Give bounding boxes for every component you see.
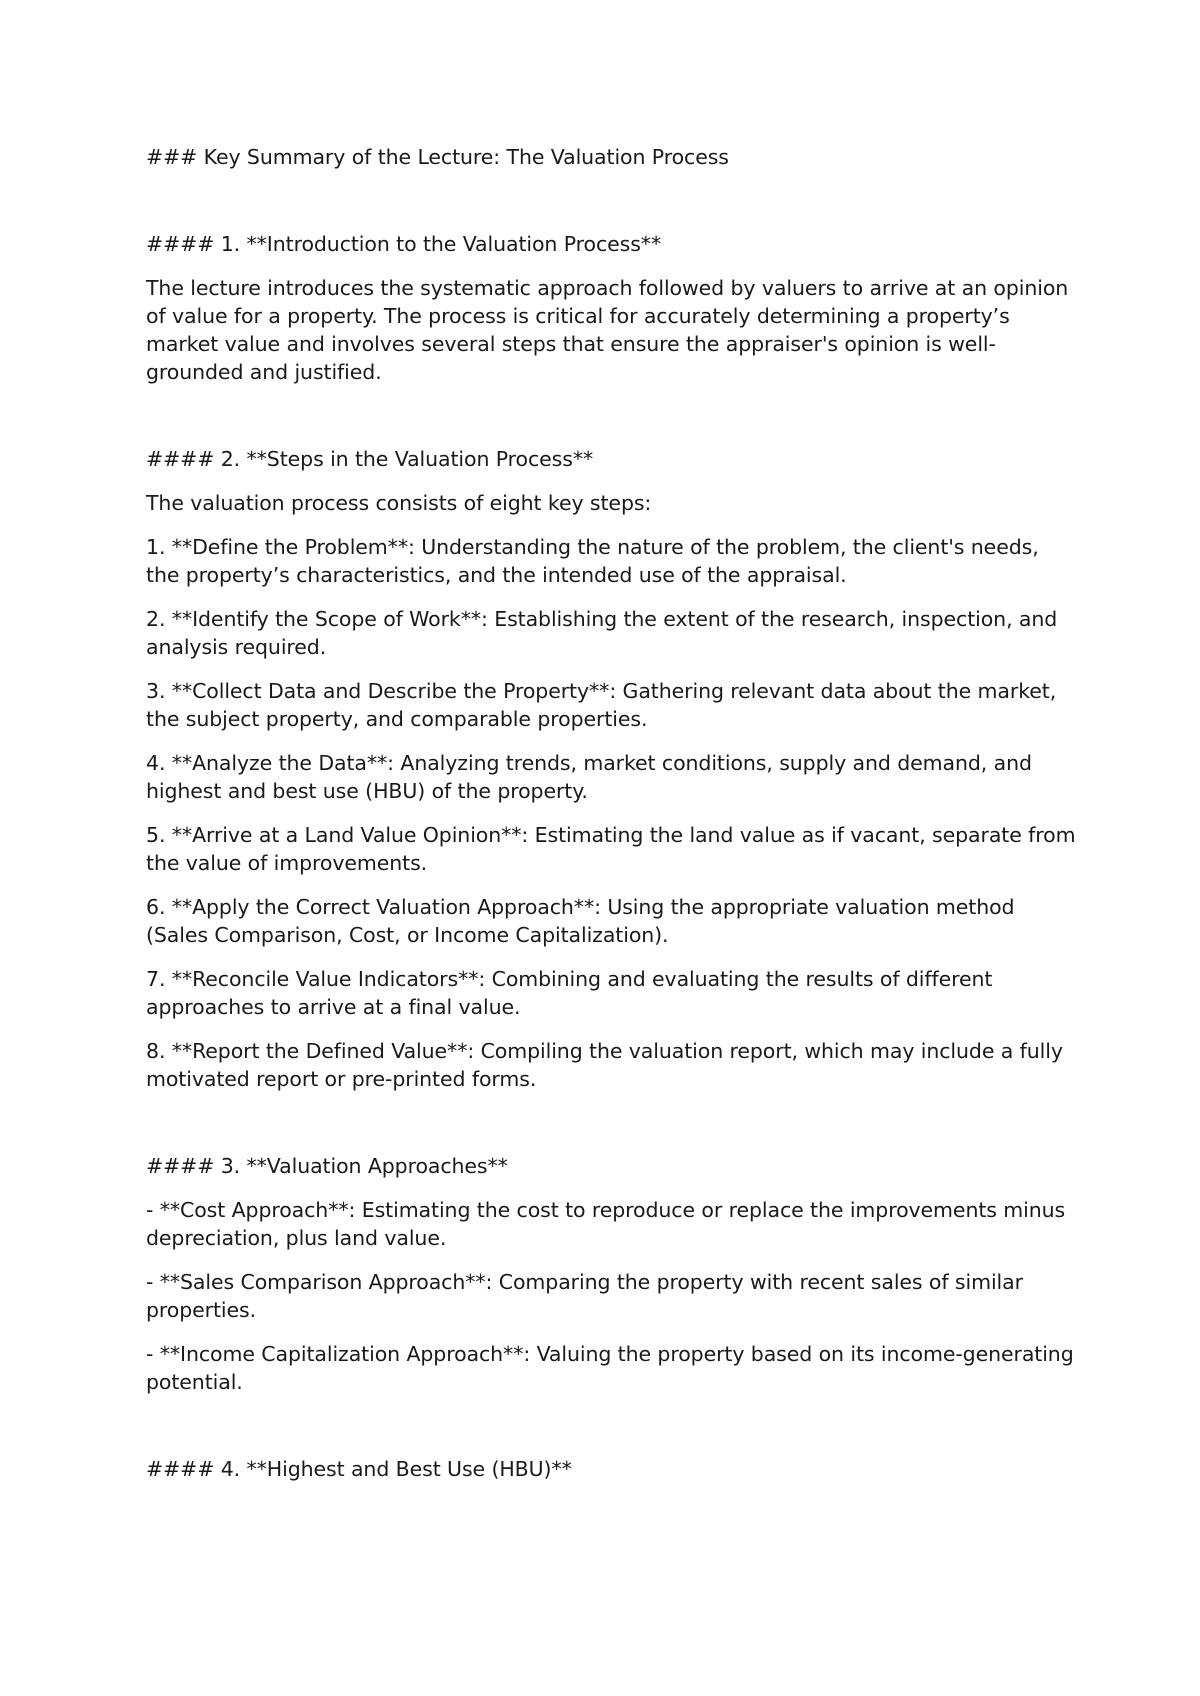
section-hbu [146, 1455, 1076, 1483]
document-page [146, 143, 1076, 1483]
paragraph: The lecture introduces the systematic approach followed by valuers to arrive at an opinion of value for a property. The process is critical for accurately determining a property’s market value and involves several steps that ensure the appraiser's opinion is well-grounded and justified. [146, 276, 1069, 384]
paragraph: The valuation process consists of eight key steps: [146, 491, 652, 515]
list-item: 7. **Reconcile Value Indicators**: Combining and evaluating the results of different approaches to arrive at a final value. [146, 967, 993, 1019]
list-item: - **Sales Comparison Approach**: Comparing the property with recent sales of similar properties. [146, 1270, 1023, 1322]
list-item: 2. **Identify the Scope of Work**: Establishing the extent of the research, inspection, and analysis required. [146, 607, 1058, 659]
list-item: 5. **Arrive at a Land Value Opinion**: Estimating the land value as if vacant, separate from the value of improvements. [146, 823, 1076, 875]
list-item: 8. **Report the Defined Value**: Compiling the valuation report, which may include a fully motivated report or pre-printed forms. [146, 1039, 1063, 1091]
document-title: ### Key Summary of the Lecture: The Valuation Process [146, 145, 729, 169]
section-approaches [146, 1152, 1076, 1396]
list-item: 3. **Collect Data and Describe the Property**: Gathering relevant data about the market, the subject property, and comparable properties. [146, 679, 1057, 731]
list-item: 1. **Define the Problem**: Understanding the nature of the problem, the client's needs, the property’s characteristics, and the intended use of the appraisal. [146, 535, 1039, 587]
section-steps [146, 445, 1076, 1093]
list-item: - **Cost Approach**: Estimating the cost to reproduce or replace the improvements minus depreciation, plus land value. [146, 1198, 1066, 1250]
section-heading: #### 4. **Highest and Best Use (HBU)** [146, 1457, 572, 1481]
list-item: 6. **Apply the Correct Valuation Approach**: Using the appropriate valuation method (Sales Comparison, Cost, or Income Capitalization). [146, 895, 1015, 947]
section-heading: #### 2. **Steps in the Valuation Process** [146, 447, 594, 471]
section-heading: #### 3. **Valuation Approaches** [146, 1154, 508, 1178]
section-heading: #### 1. **Introduction to the Valuation Process** [146, 232, 662, 256]
section-introduction [146, 230, 1076, 386]
list-item: - **Income Capitalization Approach**: Valuing the property based on its income-generating potential. [146, 1342, 1074, 1394]
list-item: 4. **Analyze the Data**: Analyzing trends, market conditions, supply and demand, and highest and best use (HBU) of the property. [146, 751, 1032, 803]
